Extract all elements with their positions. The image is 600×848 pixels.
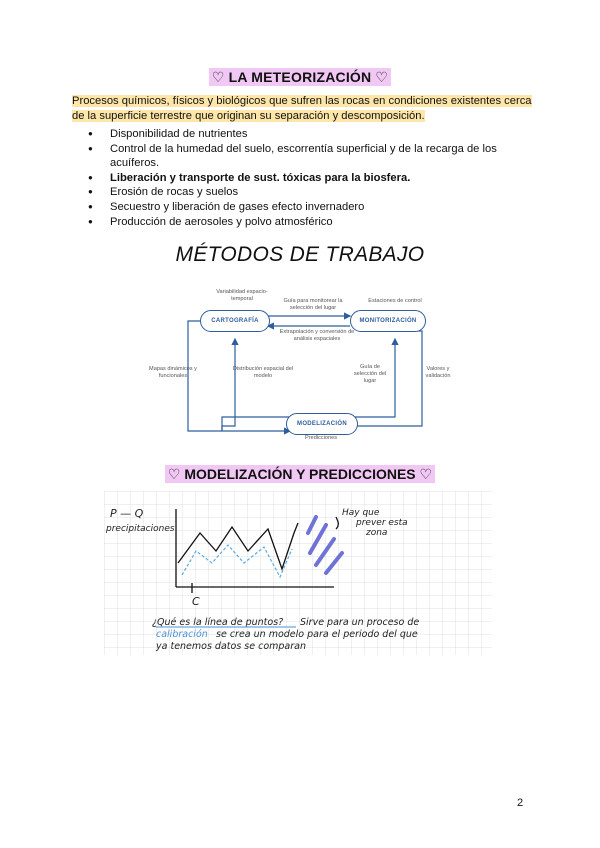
label-guia-seleccion: Guía de selección del lugar — [353, 364, 387, 384]
line-dist — [222, 417, 290, 431]
label-predicciones: Predicciones — [304, 435, 338, 441]
section-title-wrap — [0, 69, 600, 87]
bullet-item: ● Liberación y transporte de sust. tóxicas para la biosfera. — [72, 171, 512, 186]
hw-annotation-3: zona — [366, 528, 388, 538]
hw-precipitaciones: precipitaciones — [106, 524, 175, 534]
label-variabilidad: Variabilidad espacio-temporal — [216, 289, 268, 302]
bullet-item: ● Disponibilidad de nutrientes — [72, 127, 512, 142]
hw-sentence-b: se crea un modelo para el periodo del que — [216, 629, 418, 640]
intro-text: Procesos químicos, físicos y biológicos que sufren las rocas en condiciones existentes cerca de la superficie terrestre que originan su separación y descomposición. — [72, 95, 532, 122]
label-mapas: Mapas dinámicos y funcionales — [149, 366, 197, 379]
intro-paragraph — [72, 94, 532, 124]
hw-sentence-a: Sirve para un proceso de — [300, 617, 420, 628]
hw-sentence-c: ya tenemos datos se comparan — [156, 641, 306, 652]
bullet-item: ● Control de la humedad del suelo, escorrentía superficial y de la recarga de los acuíferos. — [72, 142, 512, 171]
node-modelizacion: MODELIZACIÓN — [286, 413, 358, 435]
hw-question: ¿Qué es la línea de puntos? — [152, 617, 284, 628]
hw-calibracion: calibración — [156, 629, 208, 640]
methods-diagram — [140, 286, 460, 448]
handwritten-notes — [104, 491, 492, 655]
hw-annotation-1: Hay que — [342, 508, 380, 518]
subtitle: ♡ MODELIZACIÓN Y PREDICCIONES ♡ — [165, 465, 435, 483]
notes-drawing — [104, 491, 492, 655]
methods-title: MÉTODOS DE TRABAJO — [175, 243, 425, 266]
section-title: ♡ LA METEORIZACIÓN ♡ — [209, 68, 391, 86]
hw-axis-c: C — [192, 595, 200, 608]
node-cartografia: CARTOGRAFÍA — [200, 310, 270, 332]
page-number: 2 — [517, 797, 524, 809]
node-monitorizacion: MONITORIZACIÓN — [350, 310, 426, 332]
label-distribucion: Distribución espacial del modelo — [232, 366, 294, 379]
bullet-item: ● Producción de aerosoles y polvo atmosférico — [72, 215, 512, 230]
label-guia: Guía para monitorear la selección del lugar — [283, 298, 343, 311]
bullet-list — [72, 127, 512, 229]
label-estaciones: Estaciones de control — [368, 298, 422, 304]
bullet-item: ● Erosión de rocas y suelos — [72, 185, 512, 200]
bullet-item: ● Secuestro y liberación de gases efecto invernadero — [72, 200, 512, 215]
hw-annotation-2: prever esta — [356, 518, 408, 528]
label-valores: Valores y validación — [425, 366, 451, 379]
subtitle-wrap — [0, 466, 600, 484]
label-extrapolacion: Extrapolación y conversión de análisis espaciales — [279, 329, 355, 342]
hw-axis-y: P — Q — [110, 507, 144, 520]
